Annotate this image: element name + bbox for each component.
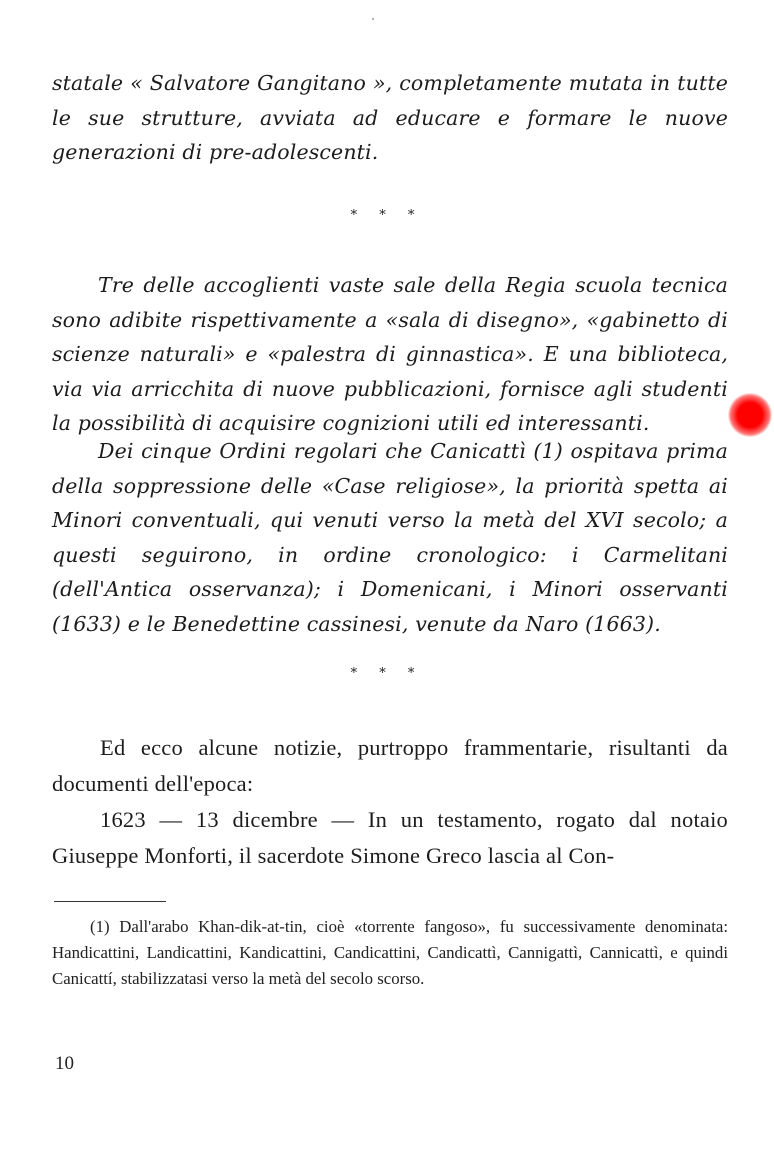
- news-intro-paragraph: Ed ecco alcune notizie, purtroppo frammentarie, risultanti da documenti dell'epoca:: [52, 735, 728, 796]
- religious-orders-paragraph: Dei cinque Ordini regolari che Canicattì (1) ospitava prima della soppressione delle «Case religiose», la priorità spetta ai Minori conventuali, qui venuti verso la metà del XVI secolo; a questi seguirono, in ordine cronologico: i Carmelitani (dell'Antica osservanza); i Domenicani, i Minori osservanti (1633) e le Benedettine cassinesi, venute da Naro (1663).: [52, 439, 728, 636]
- section-separator-2: * * *: [350, 666, 424, 681]
- intro-paragraph: statale « Salvatore Gangitano », completamente mutata in tutte le sue strutture, avviata ad educare e formare le nuove generazioni di pre-adolescenti.: [52, 71, 728, 165]
- red-click-marker: [728, 393, 772, 437]
- entry-1623-paragraph: 1623 — 13 dicembre — In un testamento, rogato dal notaio Giuseppe Monforti, il sacerdote Simone Greco lascia al Con-: [52, 807, 728, 868]
- school-rooms-paragraph: Tre delle accoglienti vaste sale della Regia scuola tecnica sono adibite rispettivamente a «sala di disegno», «gabinetto di scienze naturali» e «palestra di ginnastica». E una biblioteca, via via arricchita di nuove pubblicazioni, fornisce agli studenti la possibilità di acquisire cognizioni utili ed interessanti.: [52, 273, 728, 436]
- page-number: 10: [55, 1053, 74, 1074]
- paper-speck: [372, 18, 374, 20]
- section-separator-1: * * *: [350, 208, 424, 223]
- footnote-1: (1) Dall'arabo Khan-dik-at-tin, cioè «torrente fangoso», fu successivamente denominata: Handicattini, Landicattini, Kandicattini, Candicattini, Candicattì, Cannigattì, Cannicattì, e quindi Canicattí, stabilizzatasi verso la metà del secolo scorso.: [52, 917, 728, 988]
- footnote-divider: [54, 901, 166, 902]
